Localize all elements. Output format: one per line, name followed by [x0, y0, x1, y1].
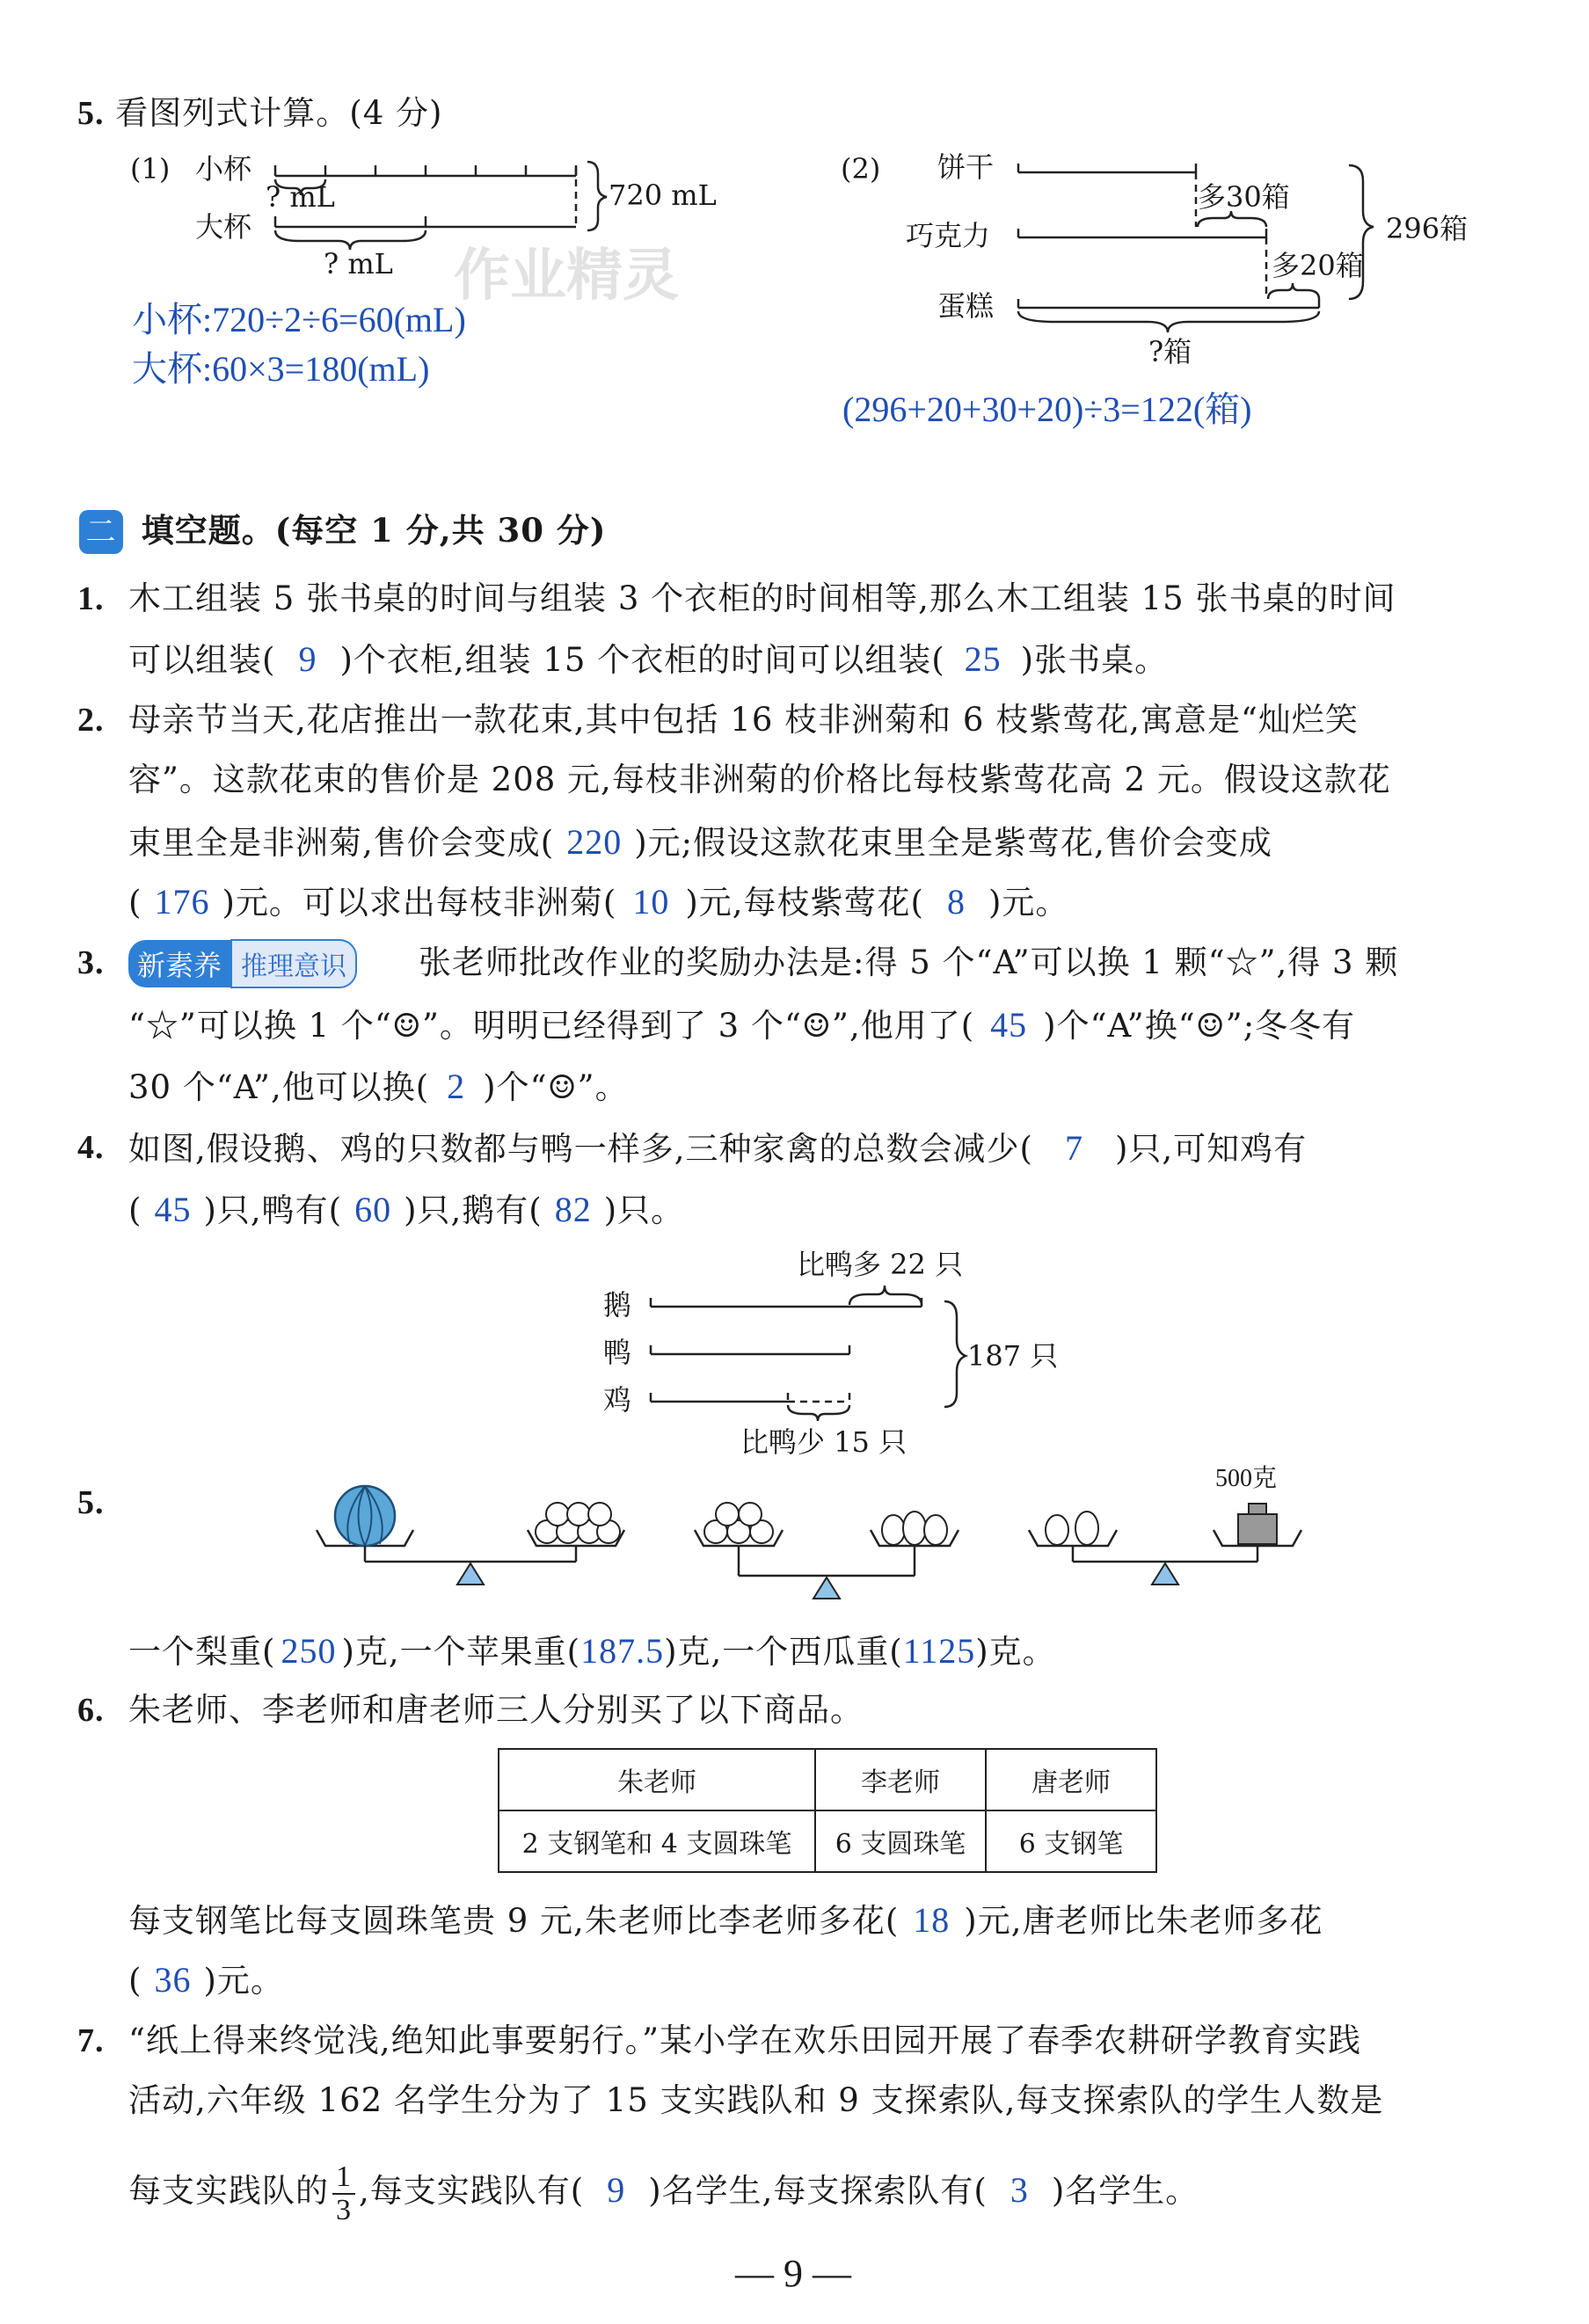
tag-reasoning: 推理意识	[230, 939, 357, 988]
p4-line2: ( 45 )只,鸭有( 60 )只,鹅有( 82 )只。	[128, 1190, 685, 1229]
q5-part2-label: (2)	[841, 152, 881, 186]
p2-answer-3: 10	[632, 882, 670, 922]
total-720-label: 720 mL	[609, 178, 717, 212]
goods-table	[498, 1748, 1157, 1873]
p4-answer-3: 60	[354, 1190, 392, 1229]
p4-number: 4.	[77, 1129, 105, 1166]
p2-line3: 束里全是非洲菊,售价会变成( 220 )元;假设这款花束里全是紫莺花,售价会变成	[128, 822, 1272, 862]
p4-answer-2: 45	[154, 1190, 192, 1229]
p3-answer-1: 45	[990, 1005, 1028, 1045]
chicken-label: 鸡	[603, 1383, 632, 1417]
big-cup-label: 大杯	[195, 210, 252, 244]
scale-apples-pears	[695, 1503, 959, 1599]
p7-answer-2: 3	[1010, 2170, 1029, 2211]
balance-scales-illustration	[299, 1460, 1319, 1609]
q5-answer-small: 小杯:720÷2÷6=60(mL)	[132, 300, 466, 339]
section2-heading	[79, 510, 606, 554]
chocolate-label: 巧克力	[906, 219, 991, 252]
table-header-row	[499, 1749, 1156, 1810]
cell-li: 6 支圆珠笔	[815, 1810, 986, 1872]
q5-answer-cake: (296+20+30+20)÷3=122(箱)	[842, 390, 1252, 429]
q5-line-diagrams	[0, 0, 1589, 492]
p1-answer-1: 9	[298, 639, 317, 679]
q5-answer-big: 大杯:60×3=180(mL)	[132, 349, 430, 389]
p2-line1: 母亲节当天,花店推出一款花束,其中包括 16 枝非洲菊和 6 枝紫莺花,寓意是“灿烂笑	[128, 701, 1359, 739]
p3-tags	[128, 939, 357, 988]
table-row	[499, 1810, 1156, 1872]
p1-line1: 木工组装 5 张书桌的时间与组装 3 个衣柜的时间相等,那么木工组装 15 张书桌的时间	[128, 579, 1396, 617]
tag-new-literacy: 新素养	[128, 940, 230, 987]
fraction-one-third: $\frac{1}{3}$	[332, 2161, 355, 2226]
section-badge: 二	[79, 510, 123, 554]
biscuit-label: 饼干	[937, 150, 995, 184]
p3-answer-2: 2	[447, 1067, 466, 1106]
p7-line3: 每支实践队的 $\frac{1}{3}$ ,每支实践队有( 9 )名学生,每支探索队有( 3 )名学生。	[128, 2160, 1199, 2226]
more-20-label: 多20箱	[1272, 249, 1364, 282]
p2-answer-1: 220	[566, 822, 623, 862]
scale-pears-weight	[1029, 1504, 1301, 1585]
p5-answer-line: 一个梨重( 250 )克,一个苹果重(187.5)克,一个西瓜重(1125)克。	[128, 1631, 1056, 1671]
p7-answer-1: 9	[607, 2170, 626, 2211]
q5-heading: 5. 看图列式计算。(4 分)	[77, 94, 443, 132]
section2-title: 填空题。(每空 1 分,共 30 分)	[141, 511, 607, 550]
cake-label: 蛋糕	[937, 289, 995, 323]
p7-number: 7.	[77, 2022, 105, 2059]
q5-part1-label: (1)	[130, 152, 171, 186]
p6-line3: ( 36 )元。	[128, 1960, 284, 2000]
cell-tang: 6 支钢笔	[986, 1810, 1156, 1872]
p3-number: 3.	[77, 944, 105, 981]
weight-500g-label: 500克	[1215, 1465, 1278, 1492]
p4-answer-4: 82	[554, 1190, 592, 1229]
big-cup-question: ? mL	[324, 247, 393, 280]
p7-line1: “纸上得来终觉浅,绝知此事要躬行。”某小学在欢乐田园开展了春季农耕研学教育实践	[128, 2022, 1362, 2059]
p6-answer-1: 18	[913, 1900, 951, 1940]
p3-line3: 30 个“A”,他可以换( 2 )个“☺”。	[128, 1067, 629, 1106]
question-boxes-label: ?箱	[1148, 335, 1192, 368]
header-tang: 唐老师	[986, 1749, 1156, 1810]
p5-answer-1: 250	[281, 1631, 337, 1671]
page-number: — 9 —	[735, 2252, 851, 2295]
p7-line2: 活动,六年级 162 名学生分为了 15 支实践队和 9 支探索队,每支探索队的学生人数是	[128, 2081, 1384, 2119]
p6-number: 6.	[77, 1692, 105, 1729]
p2-answer-2: 176	[154, 882, 210, 922]
q5-title: 看图列式计算。(4 分)	[115, 94, 443, 132]
p5-answer-2: 187.5	[580, 1631, 665, 1671]
scale-watermelon-apples	[317, 1486, 624, 1585]
cell-zhu: 2 支钢笔和 4 支圆珠笔	[499, 1810, 815, 1872]
less-15-label: 比鸭少 15 只	[740, 1425, 907, 1459]
p4-line1: 如图,假设鹅、鸡的只数都与鸭一样多,三种家禽的总数会减少( 7 )只,可知鸡有	[128, 1128, 1308, 1168]
header-zhu: 朱老师	[499, 1749, 815, 1810]
goose-label: 鹅	[603, 1288, 632, 1322]
total-296-label: 296箱	[1386, 212, 1469, 245]
more-22-label: 比鸭多 22 只	[797, 1248, 964, 1281]
p5-number: 5.	[77, 1484, 105, 1521]
more-30-label: 多30箱	[1198, 180, 1290, 214]
p6-line2: 每支钢笔比每支圆珠笔贵 9 元,朱老师比李老师多花( 18 )元,唐老师比朱老师多花	[128, 1900, 1323, 1940]
p5-answer-3: 1125	[902, 1631, 976, 1671]
header-li: 李老师	[815, 1749, 986, 1810]
total-187-label: 187 只	[967, 1339, 1059, 1373]
p6-answer-2: 36	[154, 1960, 192, 2000]
duck-label: 鸭	[603, 1336, 632, 1369]
p6-line1: 朱老师、李老师和唐老师三人分别买了以下商品。	[128, 1691, 864, 1729]
watermark-logo: 作业精灵	[454, 244, 679, 309]
p1-answer-2: 25	[964, 639, 1002, 679]
p2-line2: 容”。这款花束的售价是 208 元,每枝非洲菊的价格比每枝紫莺花高 2 元。假设这款花	[128, 761, 1391, 798]
p1-line2: 可以组装( 9 )个衣柜,组装 15 个衣柜的时间可以组装( 25 )张书桌。	[128, 639, 1169, 679]
small-cup-question: ? mL	[266, 180, 335, 214]
p2-number: 2.	[77, 702, 105, 739]
p3-line2: “☆”可以换 1 个“☺”。明明已经得到了 3 个“☺”,他用了( 45 )个“A”换“☺”;冬冬有	[128, 1005, 1356, 1045]
p1-number: 1.	[77, 580, 105, 617]
p2-line4: ( 176 )元。可以求出每枝非洲菊( 10 )元,每枝紫莺花( 8 )元。	[128, 882, 1069, 922]
p2-answer-4: 8	[946, 882, 966, 922]
p3-line1: 张老师批改作业的奖励办法是:得 5 个“A”可以换 1 颗“☆”,得 3 颗	[419, 943, 1399, 981]
small-cup-label: 小杯	[195, 152, 252, 186]
p4-answer-1: 7	[1064, 1128, 1083, 1168]
